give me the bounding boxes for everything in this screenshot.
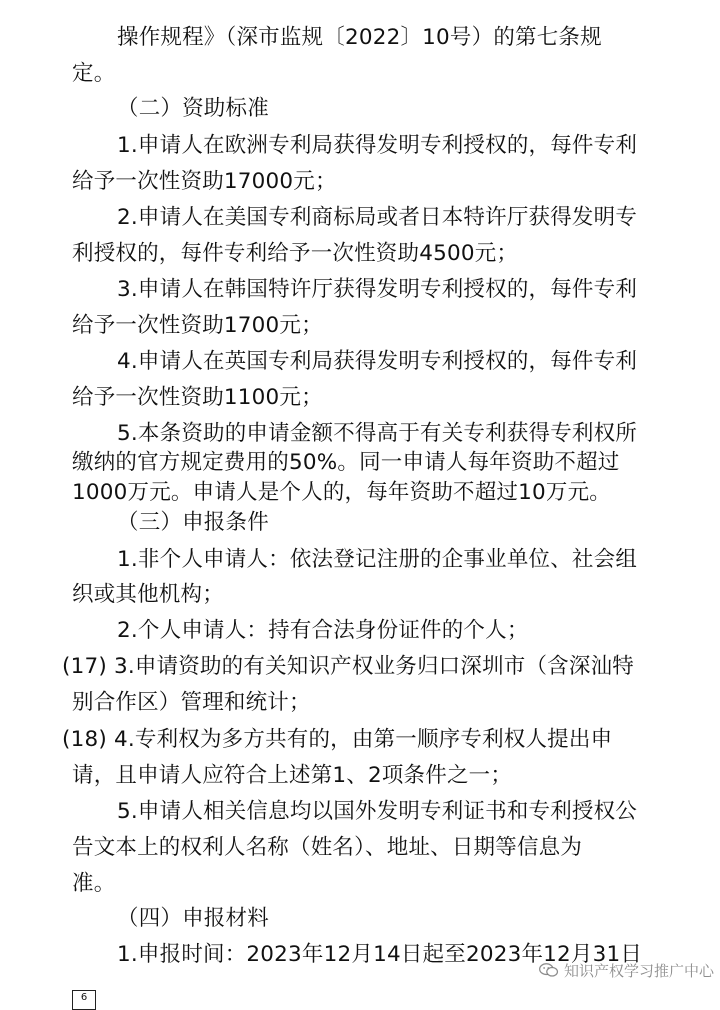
watermark: [538, 958, 714, 982]
text-line: 给予一次性资助17000元；: [72, 169, 337, 194]
text-line: 给予一次性资助1700元；: [72, 313, 323, 338]
text-line: 缴纳的官方规定费用的50%。同一申请人每年资助不超过: [72, 450, 620, 475]
text-line: 利授权的，每件专利给予一次性资助4500元；: [72, 241, 519, 266]
text-line: 给予一次性资助1100元；: [72, 385, 323, 410]
text-line: (17) 3.申请资助的有关知识产权业务归口深圳市（含深汕特: [62, 654, 634, 679]
text-line: 2.申请人在美国专利商标局或者日本特许厅获得发明专: [117, 205, 638, 230]
text-line: 4.申请人在英国专利局获得发明专利授权的，每件专利: [117, 349, 638, 374]
text-line: 3.申请人在韩国特许厅获得发明专利授权的，每件专利: [117, 277, 638, 302]
text-line: 1.非个人申请人：依法登记注册的企事业单位、社会组: [117, 547, 638, 572]
text-line: 织或其他机构；: [72, 582, 224, 607]
text-line: 定。: [72, 61, 116, 86]
text-line: (18) 4.专利权为多方共有的，由第一顺序专利权人提出申: [62, 727, 613, 752]
section-heading: （四）申报材料: [117, 906, 269, 931]
section-heading: （二）资助标准: [117, 96, 269, 121]
page-number: 6: [72, 990, 96, 1010]
text-line: 告文本上的权利人名称（姓名）、地址、日期等信息为: [72, 835, 583, 860]
text-line: 2.个人申请人：持有合法身份证件的个人；: [117, 618, 529, 643]
wechat-icon: [538, 962, 560, 978]
section-heading: （三）申报条件: [117, 510, 269, 535]
text-line: 5.本条资助的申请金额不得高于有关专利获得专利权所: [117, 421, 638, 446]
text-line: 准。: [72, 871, 116, 896]
text-line: 1.申请人在欧洲专利局获得发明专利授权的，每件专利: [117, 133, 638, 158]
text-line: 请，且申请人应符合上述第1、2项条件之一；: [72, 763, 513, 788]
text-line: 1.申报时间：2023年12月14日起至2023年12月31日: [117, 942, 643, 967]
text-line: 1000万元。申请人是个人的，每年资助不超过10万元。: [72, 480, 611, 505]
watermark-text: 知识产权学习推广中心: [563, 961, 714, 980]
text-line: 别合作区）管理和统计；: [72, 690, 311, 715]
text-line: 操作规程》（深市监规〔2022〕10号）的第七条规: [117, 25, 602, 50]
text-line: 5.申请人相关信息均以国外发明专利证书和专利授权公: [117, 799, 638, 824]
